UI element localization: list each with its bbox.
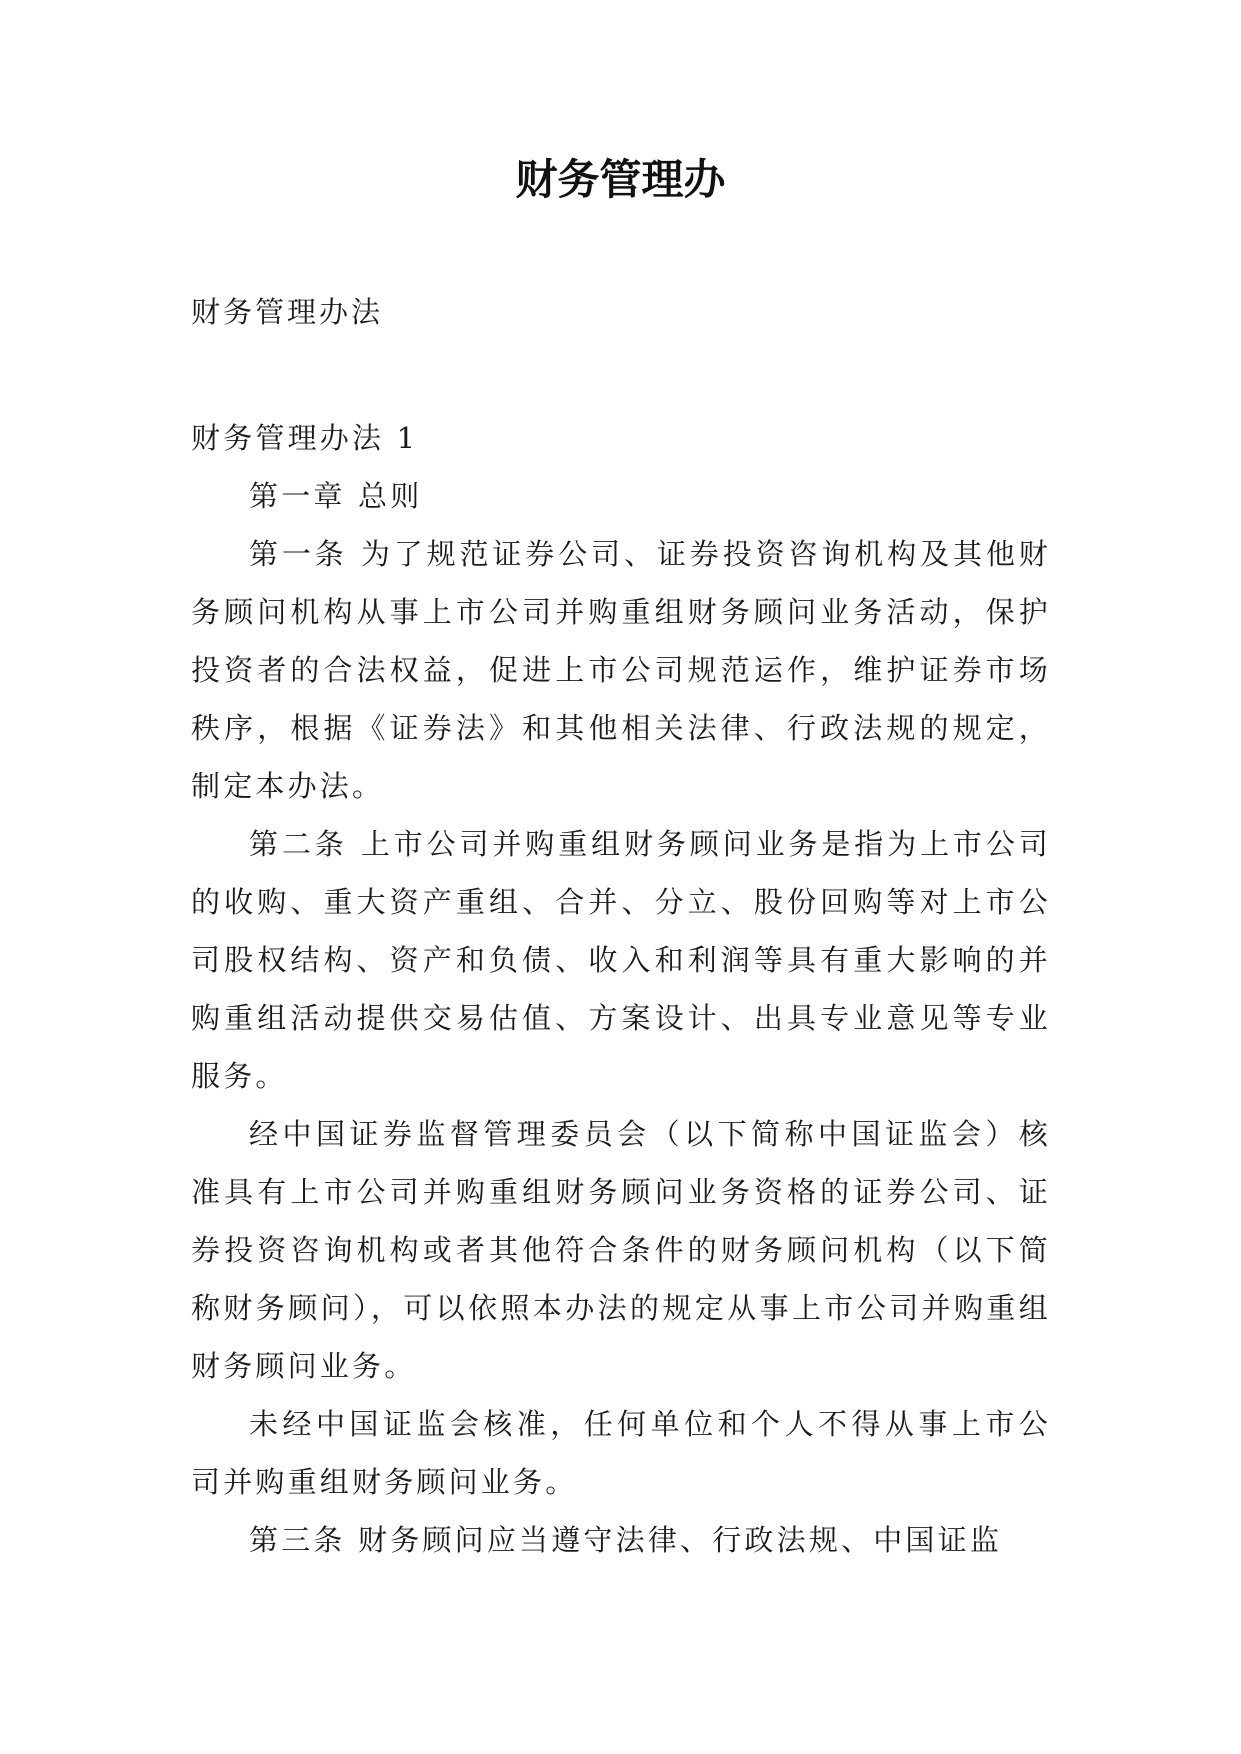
document-title: 财务管理办 — [515, 155, 726, 204]
paragraph-article-2-restriction: 未经中国证监会核准，任何单位和个人不得从事上市公司并购重组财务顾问业务。 — [191, 1407, 1051, 1499]
document-body — [191, 409, 1051, 1569]
document-subtitle: 财务管理办法 — [191, 295, 384, 329]
paragraph-article-3: 第三条 财务顾问应当遵守法律、行政法规、中国证监 — [249, 1523, 1003, 1557]
chapter-heading: 第一章 总则 — [249, 479, 423, 513]
paragraph-article-2: 第二条 上市公司并购重组财务顾问业务是指为上市公司的收购、重大资产重组、合并、分立、股份回购等对上市公司股权结构、资产和负债、收入和利润等具有重大影响的并购重组活动提供交易估值、方案设计、出具专业意见等专业服务。 — [191, 827, 1051, 1093]
section-heading: 财务管理办法 1 — [191, 421, 419, 455]
paragraph-article-1: 第一条 为了规范证券公司、证券投资咨询机构及其他财务顾问机构从事上市公司并购重组财务顾问业务活动，保护投资者的合法权益，促进上市公司规范运作，维护证券市场秩序，根据《证券法》和其他相关法律、行政法规的规定，制定本办法。 — [191, 537, 1051, 803]
paragraph-article-2-approval: 经中国证券监督管理委员会（以下简称中国证监会）核准具有上市公司并购重组财务顾问业务资格的证券公司、证券投资咨询机构或者其他符合条件的财务顾问机构（以下简称财务顾问），可以依照本办法的规定从事上市公司并购重组财务顾问业务。 — [191, 1117, 1051, 1383]
